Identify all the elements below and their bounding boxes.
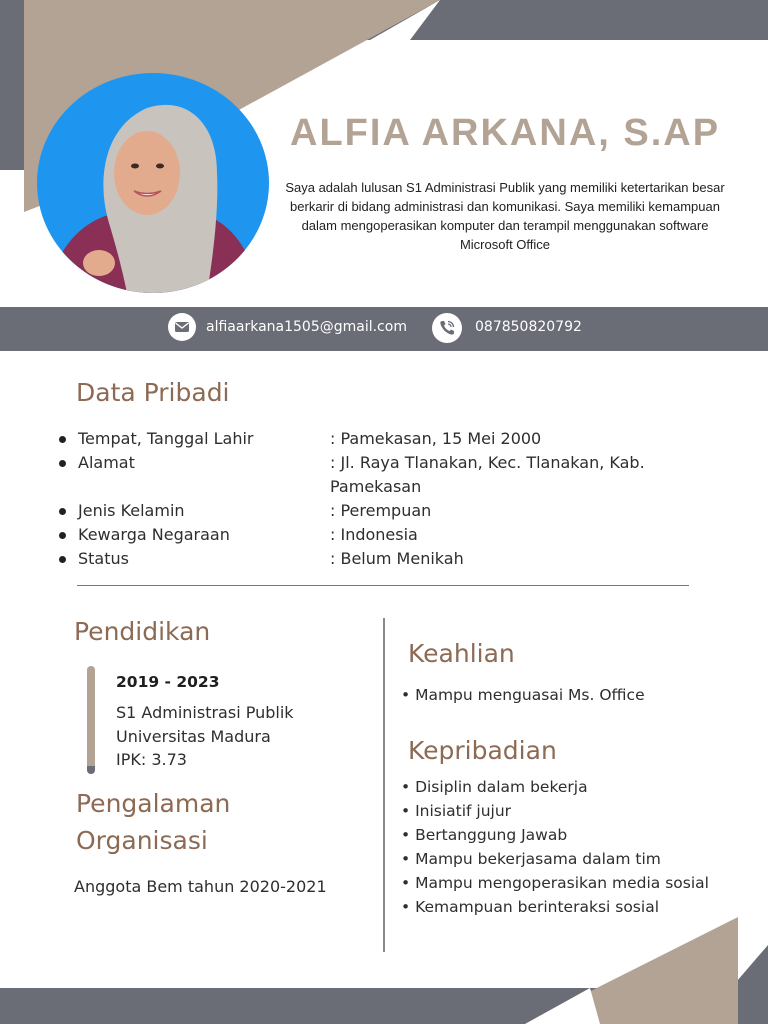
full-name: ALFIA ARKANA, S.AP [290, 112, 721, 154]
education-school: Universitas Madura [116, 727, 271, 746]
phone-number[interactable]: 087850820792 [475, 319, 582, 335]
personality-item: • Inisiatif jujur [401, 802, 512, 820]
bullet-icon [59, 532, 66, 539]
personality-heading: Kepribadian [408, 736, 557, 765]
organization-heading-line1: Pengalaman [76, 789, 231, 818]
section-divider [77, 585, 689, 586]
phone-icon [432, 313, 462, 343]
personal-data-heading: Data Pribadi [76, 378, 230, 407]
skills-heading: Keahlian [408, 639, 515, 668]
bullet-icon [59, 436, 66, 443]
profile-photo [37, 73, 269, 293]
bullet-icon [59, 460, 66, 467]
personal-value-address-cont: Pamekasan [330, 477, 422, 496]
column-divider [383, 618, 385, 952]
mail-icon [168, 313, 196, 341]
personality-item: • Bertanggung Jawab [401, 826, 568, 844]
personal-label-address: Alamat [78, 453, 135, 472]
education-years: 2019 - 2023 [116, 673, 220, 691]
personality-item: • Mampu bekerjasama dalam tim [401, 850, 661, 868]
personality-item: • Disiplin dalam bekerja [401, 778, 588, 796]
personal-label-status: Status [78, 549, 129, 568]
personality-item: • Mampu mengoperasikan media sosial [401, 874, 709, 892]
personal-value-nationality: : Indonesia [330, 525, 418, 544]
personality-item: • Kemampuan berinteraksi sosial [401, 898, 659, 916]
personal-label-birth: Tempat, Tanggal Lahir [78, 429, 254, 448]
timeline-bar [87, 666, 95, 774]
personal-value-birth: : Pamekasan, 15 Mei 2000 [330, 429, 542, 448]
skill-item: • Mampu menguasai Ms. Office [401, 686, 645, 704]
education-heading: Pendidikan [74, 617, 211, 646]
left-slate-strip [0, 0, 24, 170]
education-gpa: IPK: 3.73 [116, 750, 187, 769]
timeline-bar-end [87, 766, 95, 774]
bullet-icon [59, 508, 66, 515]
personal-value-address: : Jl. Raya Tlanakan, Kec. Tlanakan, Kab. [330, 453, 645, 472]
email-link[interactable]: alfiaarkana1505@gmail.com [206, 319, 407, 335]
organization-heading-line2: Organisasi [76, 826, 208, 855]
bullet-icon [59, 556, 66, 563]
education-program: S1 Administrasi Publik [116, 703, 294, 722]
personal-value-gender: : Perempuan [330, 501, 432, 520]
personal-label-gender: Jenis Kelamin [78, 501, 185, 520]
profile-summary: Saya adalah lulusan S1 Administrasi Publik yang memiliki ketertarikan besar berkarir di bidang administrasi dan komunikasi. Saya memiliki kemampuan dalam mengoperasikan komputer dan terampil menggunakan software Microsoft Office [285, 180, 725, 252]
person-illustration [37, 73, 269, 293]
organization-item: Anggota Bem tahun 2020-2021 [74, 877, 327, 896]
personal-value-status: : Belum Menikah [330, 549, 464, 568]
personal-label-nationality: Kewarga Negaraan [78, 525, 230, 544]
